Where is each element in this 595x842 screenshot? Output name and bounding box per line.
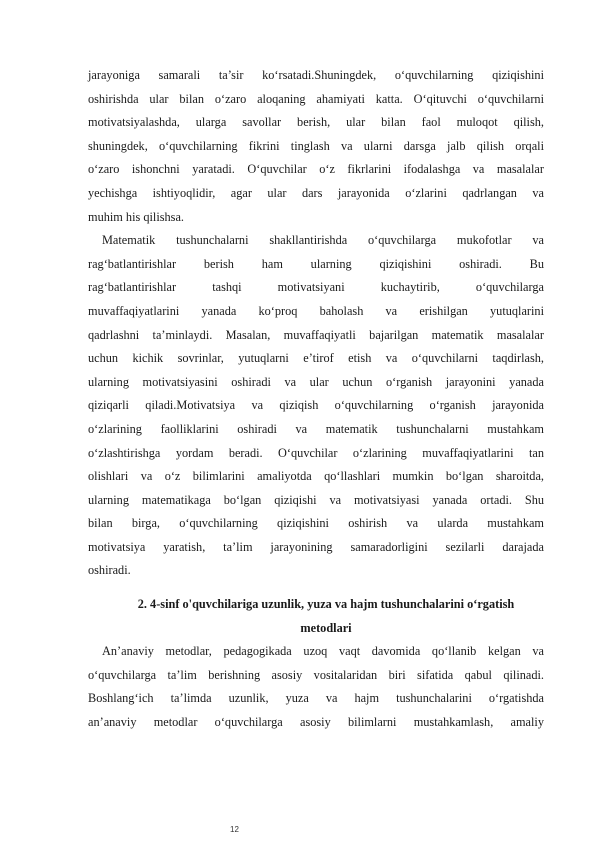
text-line: motivatsiyalashda, ularga savollar berish, ular bilan faol muloqot qilish,: [88, 115, 544, 130]
text-line: bilan birga, o‘quvchilarning qiziqishini oshirish va ularda mustahkam: [88, 516, 544, 531]
section-heading-line: 2. 4-sinf o'quvchilariga uzunlik, yuza va hajm tushunchalarini o‘rgatish: [137, 597, 515, 612]
text-line: muvaffaqiyatlarini yanada ko‘proq baholash va erishilgan yutuqlarini: [88, 303, 544, 318]
text-line: qiziqarli qiladi.Motivatsiya va qiziqish o‘quvchilarning o‘rganish jarayonida: [88, 398, 544, 413]
section-heading-line: metodlari: [300, 620, 352, 635]
text-line: o‘zaro ishonchni yaratadi. O‘quvchilar o‘z fikrlarini ifodalashga va masalalar: [88, 162, 544, 177]
text-line: oshirishda ular bilan o‘zaro aloqaning ahamiyati katta. O‘qituvchi o‘quvchilarni: [88, 91, 544, 106]
text-line: ularning matematikaga bo‘lgan qiziqishi va motivatsiyasi yanada ortadi. Shu: [88, 492, 544, 507]
text-line: o‘quvchilarga ta’lim berishning asosiy vositalaridan biri sifatida qabul qilinadi.: [88, 667, 544, 682]
section-heading: [88, 593, 544, 640]
paragraph-2: [88, 229, 544, 583]
text-line: rag‘batlantirishlar berish ham ularning qiziqishini oshiradi. Bu: [88, 256, 544, 271]
text-line: jarayoniga samarali ta’sir ko‘rsatadi.Shuningdek, o‘quvchilarning qiziqishini: [88, 68, 544, 82]
text-line: o‘zlashtirishga yordam beradi. O‘quvchilar o‘zlarining muvaffaqiyatlarini tan: [88, 445, 544, 460]
text-line: ularning motivatsiyasini oshiradi va ular uchun o‘rganish jarayonini yanada: [88, 374, 544, 389]
text-line: Boshlang‘ich ta’limda uzunlik, yuza va hajm tushunchalarini o‘rgatishda: [88, 691, 544, 706]
text-line: rag‘batlantirishlar tashqi motivatsiyani kuchaytirib, o‘quvchilarga: [88, 280, 544, 295]
text-line: qadrlashni ta’minlaydi. Masalan, muvaffaqiyatli bajarilgan matematik masalalar: [88, 327, 544, 342]
text-line: motivatsiya yaratish, ta’lim jarayonining samaradorligini sezilarli darajada: [88, 539, 544, 554]
text-line: yechishga ishtiyoqlidir, agar ular dars jarayonida o‘zlarini qadrlangan va: [88, 185, 544, 200]
paragraph-3: [88, 640, 544, 734]
text-line: muhim his qilishsa.: [88, 209, 184, 224]
text-line: uchun kichik sovrinlar, yutuqlarni e’tirof etish va o‘quvchilarni taqdirlash,: [88, 351, 544, 366]
text-line: Matematik tushunchalarni shakllantirishda o‘quvchilarga mukofotlar va: [102, 233, 544, 248]
text-line: oshiradi.: [88, 563, 131, 578]
paragraph-1: [88, 64, 544, 229]
text-line: olishlari va o‘z bilimlarini amaliyotda qo‘llashlari mumkin bo‘lgan sharoitda,: [88, 469, 544, 484]
text-line: an’anaviy metodlar o‘quvchilarga asosiy bilimlarni mustahkamlash, amaliy: [88, 715, 544, 730]
page-number: 12: [230, 825, 239, 834]
text-line: An’anaviy metodlar, pedagogikada uzoq vaqt davomida qo‘llanib kelgan va: [102, 644, 544, 659]
text-line: o‘zlarining faolliklarini oshiradi va matematik tushunchalarni mustahkam: [88, 421, 544, 436]
spacer: [88, 583, 544, 593]
page-body: [88, 64, 544, 735]
text-line: shuningdek, o‘quvchilarning fikrini tinglash va ularni darsga jalb qilish orqali: [88, 138, 544, 153]
